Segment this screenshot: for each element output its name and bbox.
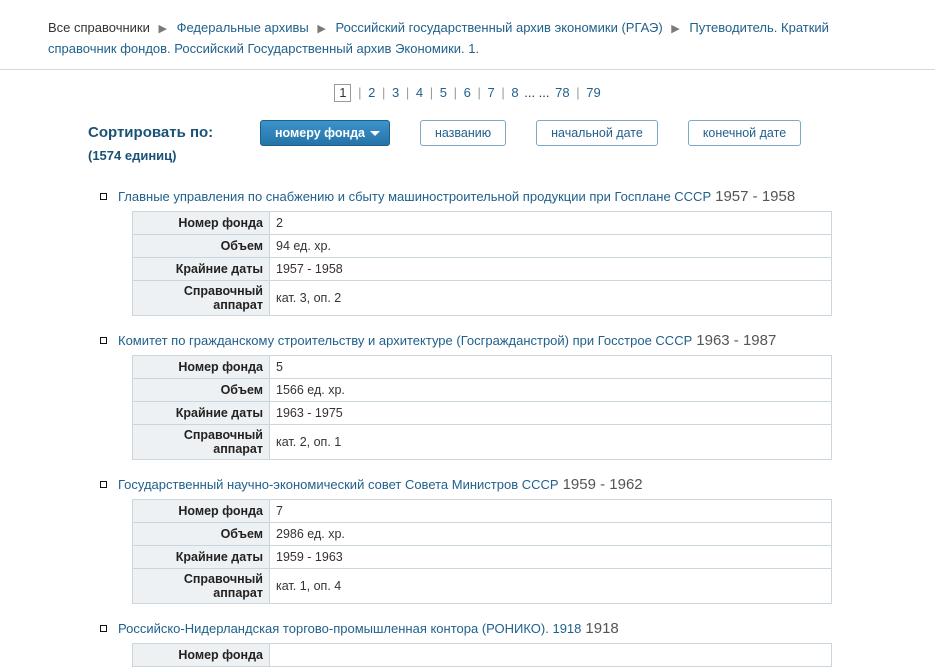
fund-title-dates: 1918 <box>585 620 619 637</box>
pagination-separator: | <box>405 85 410 100</box>
pagination-separator: | <box>358 85 362 100</box>
chevron-down-icon <box>370 131 380 136</box>
label-volume: Объем <box>133 235 270 258</box>
sort-by-fund-number-button[interactable] <box>260 120 390 146</box>
fund-title-dates: 1957 - 1958 <box>715 188 796 205</box>
fund-details-table <box>132 355 832 460</box>
list-item <box>118 188 935 316</box>
sort-by-fund-number-label: номеру фонда <box>275 126 365 140</box>
label-fund-number: Номер фонда <box>133 644 270 667</box>
breadcrumb-separator-icon: ▶ <box>671 23 680 35</box>
label-volume: Объем <box>133 523 270 546</box>
table-row <box>133 281 832 316</box>
table-row <box>133 523 832 546</box>
list-item <box>118 476 935 604</box>
table-row <box>133 258 832 281</box>
sort-by-name-button[interactable]: названию <box>420 120 506 146</box>
bullet-icon <box>100 193 107 200</box>
pagination-separator: | <box>453 85 457 100</box>
value-fund-number: 5 <box>270 356 832 379</box>
table-row <box>133 356 832 379</box>
sort-label: Сортировать по: <box>88 124 214 141</box>
label-fund-number: Номер фонда <box>133 356 270 379</box>
table-row <box>133 212 832 235</box>
pagination-separator: | <box>501 85 505 100</box>
table-row <box>133 500 832 523</box>
pagination-page-78[interactable]: 78 <box>555 85 570 100</box>
pagination-current-page: 1 <box>334 84 351 102</box>
label-reference-apparatus: Справочный аппарат <box>133 425 270 460</box>
breadcrumb <box>0 0 935 70</box>
breadcrumb-item-rgae[interactable]: Российский государственный архив экономики (РГАЭ) <box>335 20 663 35</box>
label-reference-apparatus: Справочный аппарат <box>133 281 270 316</box>
label-fund-number: Номер фонда <box>133 500 270 523</box>
table-row <box>133 425 832 460</box>
value-fund-number: 2 <box>270 212 832 235</box>
fund-title-dates: 1959 - 1962 <box>562 476 643 493</box>
value-volume: 94 ед. хр. <box>270 235 832 258</box>
sort-label-block <box>88 116 260 166</box>
pagination[interactable] <box>0 70 935 110</box>
pagination-page-4[interactable]: 4 <box>415 85 424 100</box>
value-fund-number <box>270 644 832 667</box>
value-fund-number: 7 <box>270 500 832 523</box>
bullet-icon <box>100 337 107 344</box>
value-volume: 1566 ед. хр. <box>270 379 832 402</box>
pagination-separator: | <box>576 85 580 100</box>
fund-details-table <box>132 211 832 316</box>
pagination-page-2[interactable]: 2 <box>368 85 376 100</box>
pagination-page-79[interactable]: 79 <box>586 85 601 100</box>
value-extreme-dates: 1959 - 1963 <box>270 546 832 569</box>
pagination-page-7[interactable]: 7 <box>487 85 495 100</box>
fund-list <box>0 188 935 667</box>
bullet-icon <box>100 625 107 632</box>
breadcrumb-item-guide[interactable]: Путеводитель. Краткий справочник фондов. Российский Государственный архив Экономики. 1. <box>48 20 829 56</box>
fund-title-link[interactable]: Российско-Нидерландская торгово-промышленная контора (РОНИКО). 1918 <box>118 621 582 636</box>
pagination-separator: | <box>381 85 386 100</box>
breadcrumb-separator-icon: ▶ <box>317 23 326 35</box>
fund-title-line <box>118 476 935 494</box>
value-volume: 2986 ед. хр. <box>270 523 832 546</box>
value-extreme-dates: 1963 - 1975 <box>270 402 832 425</box>
fund-title-link[interactable]: Комитет по гражданскому строительству и архитектуре (Госгражданстрой) при Госстрое СССР <box>118 333 693 348</box>
bullet-icon <box>100 481 107 488</box>
breadcrumb-separator-icon: ▶ <box>158 23 167 35</box>
label-extreme-dates: Крайние даты <box>133 258 270 281</box>
breadcrumb-item-all[interactable]: Все справочники <box>48 20 150 35</box>
breadcrumb-item-federal-archives[interactable]: Федеральные архивы <box>176 20 309 35</box>
list-item <box>118 332 935 460</box>
pagination-page-6[interactable]: 6 <box>463 85 471 100</box>
pagination-page-5[interactable]: 5 <box>439 85 447 100</box>
fund-details-table <box>132 643 832 667</box>
label-extreme-dates: Крайние даты <box>133 546 270 569</box>
sort-by-start-date-button[interactable]: начальной дате <box>536 120 658 146</box>
pagination-separator: | <box>429 85 434 100</box>
table-row <box>133 546 832 569</box>
pagination-separator: | <box>477 85 481 100</box>
fund-title-line <box>118 332 935 350</box>
table-row <box>133 402 832 425</box>
table-row <box>133 569 832 604</box>
value-reference-apparatus: кат. 3, оп. 2 <box>270 281 832 316</box>
fund-title-line <box>118 620 935 638</box>
sort-by-end-date-button[interactable]: конечной дате <box>688 120 801 146</box>
pagination-page-8[interactable]: 8 <box>511 85 519 100</box>
table-row <box>133 379 832 402</box>
sort-bar <box>0 110 935 166</box>
fund-title-link[interactable]: Государственный научно-экономический совет Совета Министров СССР <box>118 477 559 492</box>
fund-details-table <box>132 499 832 604</box>
list-item <box>118 620 935 667</box>
value-reference-apparatus: кат. 1, оп. 4 <box>270 569 832 604</box>
fund-title-dates: 1963 - 1987 <box>696 332 777 349</box>
table-row <box>133 644 832 667</box>
value-reference-apparatus: кат. 2, оп. 1 <box>270 425 832 460</box>
fund-title-line <box>118 188 935 206</box>
label-reference-apparatus: Справочный аппарат <box>133 569 270 604</box>
fund-title-link[interactable]: Главные управления по снабжению и сбыту машиностроительной продукции при Госплане СССР <box>118 189 712 204</box>
label-fund-number: Номер фонда <box>133 212 270 235</box>
label-volume: Объем <box>133 379 270 402</box>
total-units-count: (1574 единиц) <box>88 148 177 163</box>
value-extreme-dates: 1957 - 1958 <box>270 258 832 281</box>
sort-buttons <box>260 116 801 146</box>
label-extreme-dates: Крайние даты <box>133 402 270 425</box>
table-row <box>133 235 832 258</box>
pagination-ellipsis: ... ... <box>524 85 550 100</box>
pagination-page-3[interactable]: 3 <box>392 85 400 100</box>
